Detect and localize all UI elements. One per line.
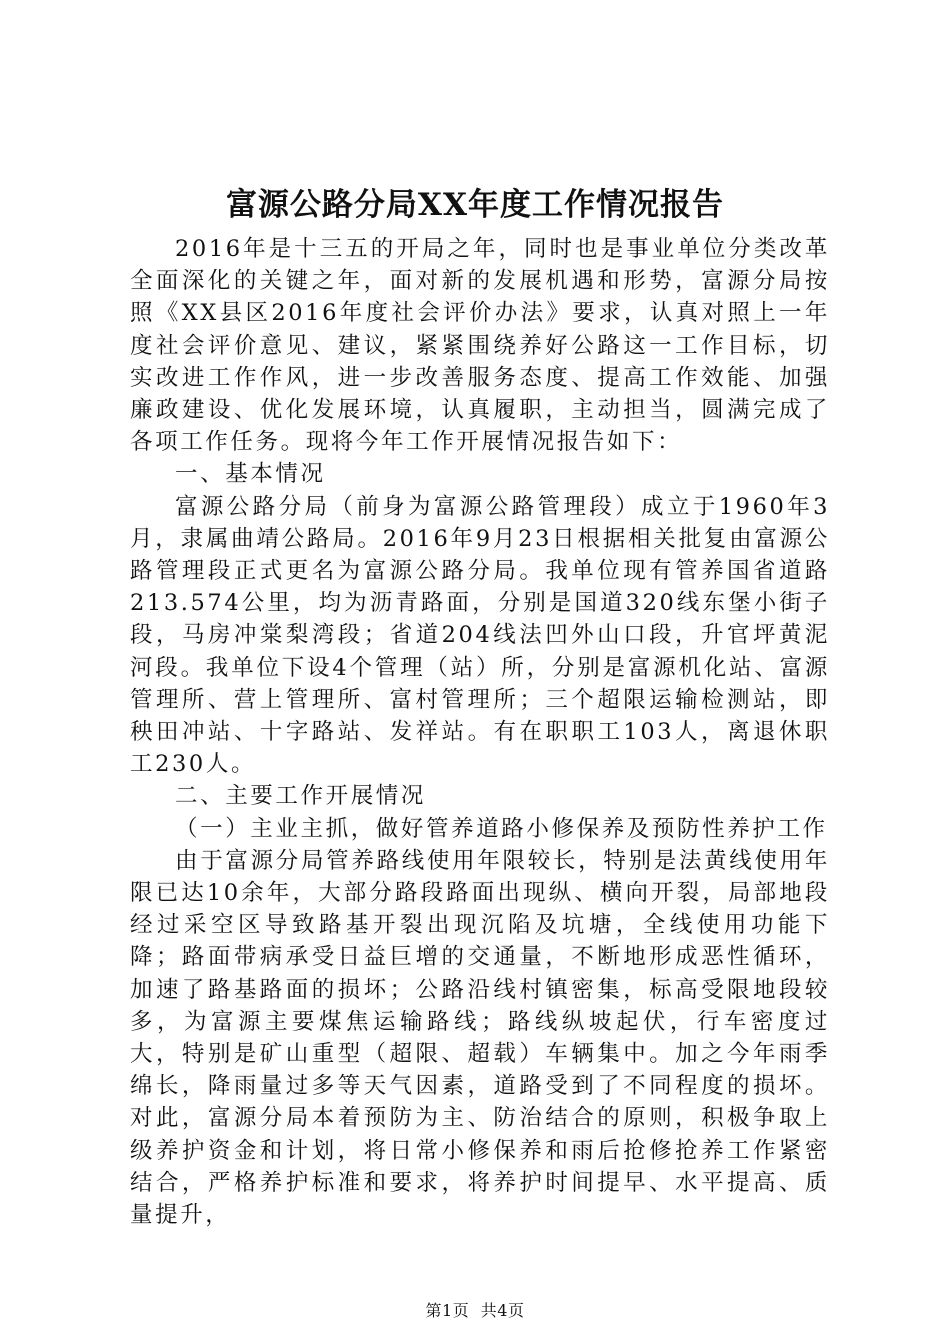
page-footer: [0, 1300, 950, 1322]
basic-info-paragraph: 富源公路分局（前身为富源公路管理段）成立于1960年3月，隶属曲靖公路局。2016年9月23日根据相关批复由富源公路管理段正式更名为富源公路分局。我单位现有管养国省道路213.574公里，均为沥青路面，分别是国道320线东堡小街子段，马房冲棠梨湾段；省道204线法凹外山口段，升官坪黄泥河段。我单位下设4个管理（站）所，分别是富源机化站、富源管理所、营上管理所、富村管理所；三个超限运输检测站，即秧田冲站、十字路站、发祥站。有在职职工103人，离退休职工230人。: [130, 493, 830, 778]
document-body: [130, 233, 830, 1231]
intro-paragraph: 2016年是十三五的开局之年，同时也是事业单位分类改革全面深化的关键之年，面对新的发展机遇和形势，富源分局按照《XX县区2016年度社会评价办法》要求，认真对照上一年度社会评价意见、建议，紧紧围绕养好公路这一工作目标，切实改进工作作风，进一步改善服务态度、提高工作效能、加强廉政建设、优化发展环境，认真履职，主动担当，圆满完成了各项工作任务。现将今年工作开展情况报告如下：: [130, 236, 830, 456]
section-heading-basic: 一、基本情况: [175, 461, 326, 488]
subsection-heading-maintenance: （一）主业主抓，做好管养道路小修保养及预防性养护工作: [175, 815, 828, 842]
document-title: 富源公路分局XX年度工作情况报告: [225, 187, 725, 223]
maintenance-paragraph: 由于富源分局管养路线使用年限较长，特别是法黄线使用年限已达10余年，大部分路段路面出现纵、横向开裂，局部地段经过采空区导致路基开裂出现沉陷及坑塘，全线使用功能下降；路面带病承受日益巨增的交通量，不断地形成恶性循环，加速了路基路面的损坏；公路沿线村镇密集，标高受限地段较多，为富源主要煤焦运输路线；路线纵坡起伏，行车密度过大，特别是矿山重型（超限、超载）车辆集中。加之今年雨季绵长，降雨量过多等天气因素，道路受到了不同程度的损坏。对此，富源分局本着预防为主、防治结合的原则，积极争取上级养护资金和计划，将日常小修保养和雨后抢修抢养工作紧密结合，严格养护标准和要求，将养护时间提早、水平提高、质量提升，: [130, 847, 830, 1229]
section-heading-main-work: 二、主要工作开展情况: [175, 783, 427, 810]
page-number: 第1页: [425, 1301, 470, 1320]
page-total: 共4页: [480, 1301, 525, 1320]
